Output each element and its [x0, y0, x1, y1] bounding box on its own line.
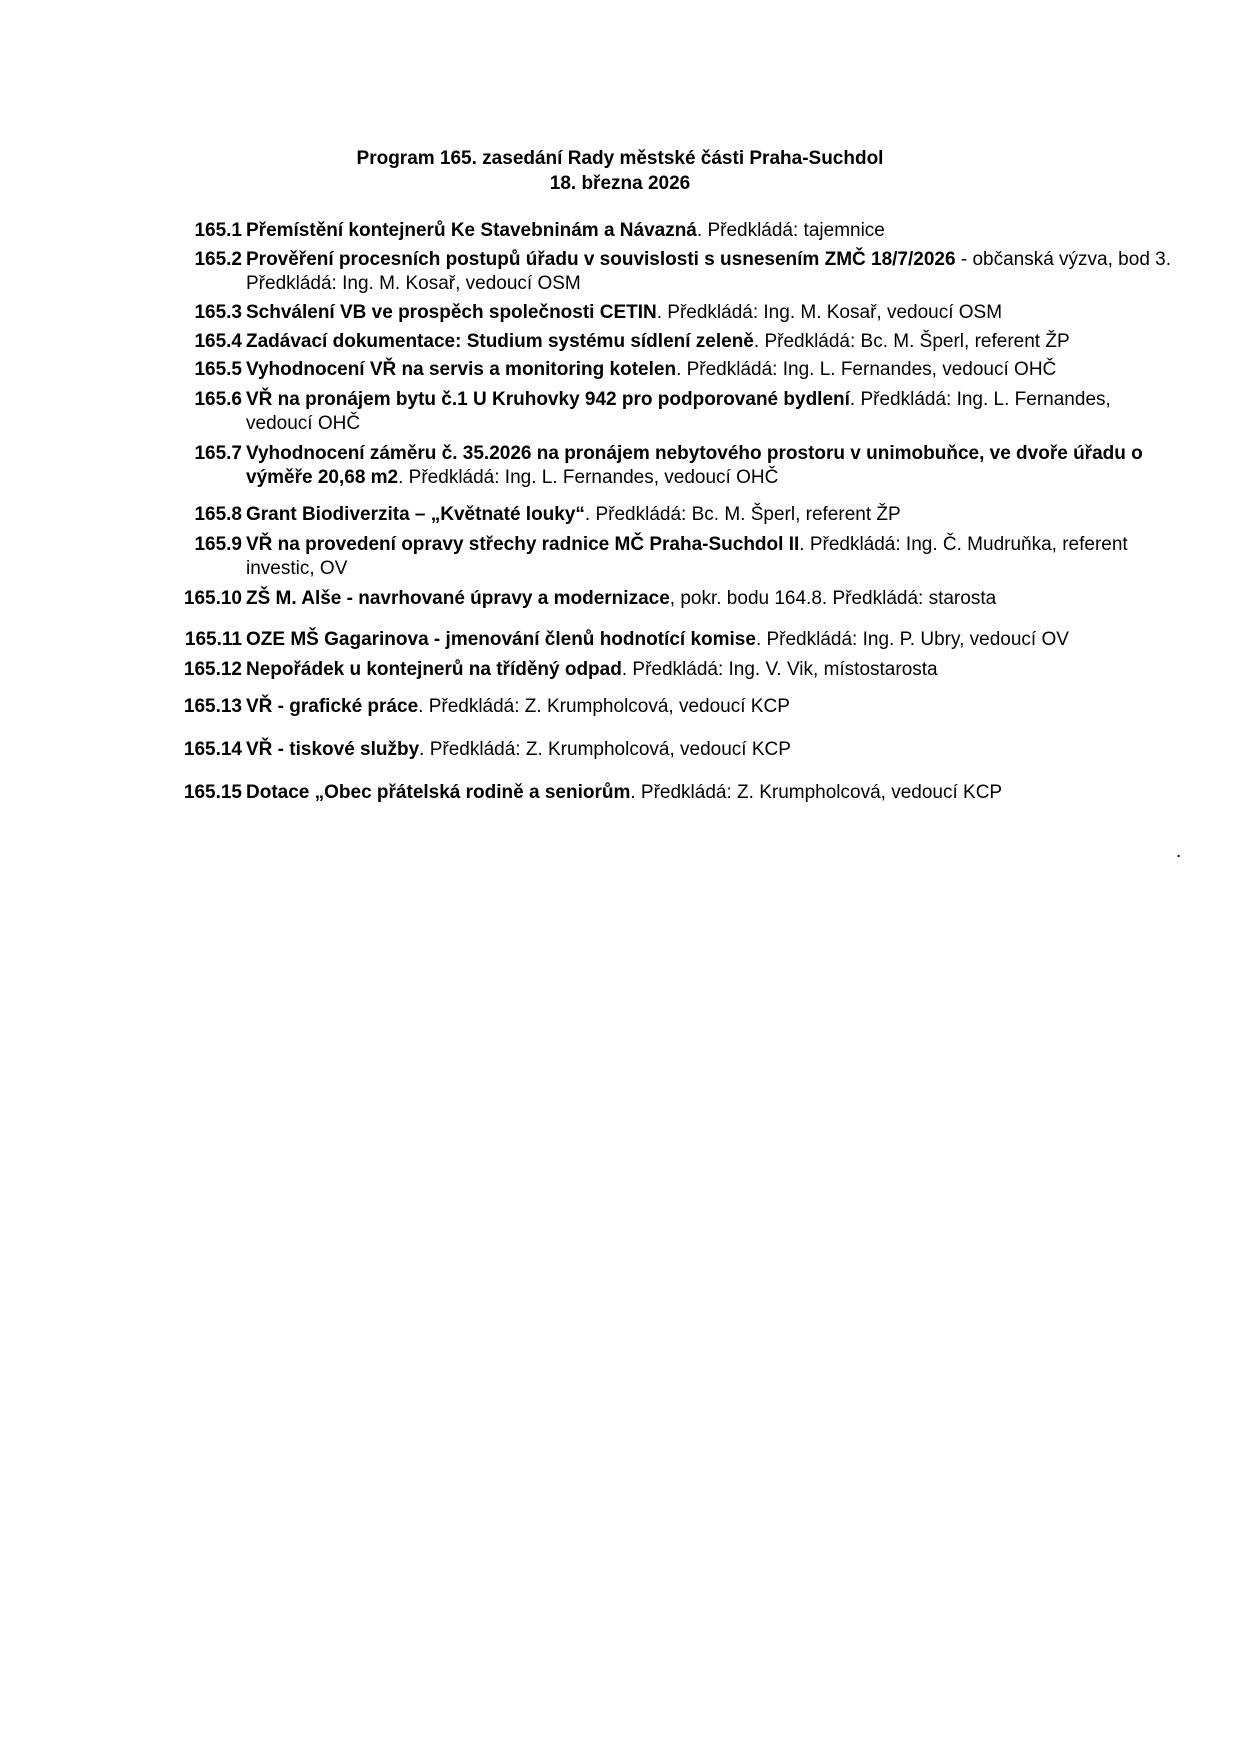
item-presenter: . Předkládá: Ing. Č. Mudruňka, referent investic, OV [246, 534, 1128, 579]
item-presenter: . Předkládá: Z. Krumpholcová, vedoucí KCP [418, 696, 790, 717]
item-number: 165.3 [194, 302, 242, 323]
item-text [246, 738, 1146, 762]
item-number: 165.10 [183, 588, 242, 609]
item-text [246, 533, 1146, 581]
item-text [246, 358, 1146, 382]
item-presenter: . Předkládá: Ing. L. Fernandes, vedoucí OHČ [246, 389, 1111, 434]
item-subject: Zadávací dokumentace: Studium systému sídlení zeleně [246, 331, 754, 352]
item-number: 165.11 [184, 629, 242, 650]
item-number: 165.4 [194, 331, 242, 352]
item-number: 165.9 [194, 534, 242, 555]
item-presenter: . Předkládá: Z. Krumpholcová, vedoucí KCP [630, 782, 1003, 803]
item-text [246, 503, 1146, 527]
meeting-date: 18. března 2026 [549, 173, 691, 194]
item-subject: OZE MŠ Gagarinova - jmenování členů hodnotící komise [246, 629, 756, 650]
item-text [246, 248, 1176, 296]
item-number: 165.5 [194, 359, 242, 380]
item-number: 165.12 [183, 659, 242, 680]
item-text [246, 587, 1146, 611]
item-subject: Dotace „Obec přátelská rodině a seniorům [246, 782, 631, 803]
item-subject: Vyhodnocení VŘ na servis a monitoring kotelen [246, 359, 677, 380]
item-presenter: , pokr. bodu 164.8. Předkládá: starosta [669, 588, 997, 609]
item-text [246, 301, 1146, 325]
item-text [246, 781, 1146, 805]
item-text [246, 442, 1146, 490]
item-subject: VŘ na pronájem bytu č.1 U Kruhovky 942 pro podporované bydlení [246, 389, 850, 410]
item-presenter: - občanská výzva, bod 3. Předkládá: Ing. M. Kosař, vedoucí OSM [246, 249, 1172, 294]
document-title: Program 165. zasedání Rady městské části Praha-Suchdol [356, 148, 884, 169]
item-subject: VŘ na provedení opravy střechy radnice MČ Praha-Suchdol II [246, 534, 800, 555]
item-subject: Prověření procesních postupů úřadu v souvislosti s usnesením ZMČ 18/7/2026 [246, 249, 956, 270]
item-number: 165.14 [183, 739, 242, 760]
item-subject: Grant Biodiverzita – „Květnaté louky“ [246, 504, 585, 525]
item-subject: VŘ - grafické práce [246, 696, 419, 717]
item-text [246, 658, 1146, 682]
item-presenter: . Předkládá: tajemnice [696, 220, 885, 241]
item-number: 165.1 [194, 220, 242, 241]
item-presenter: . Předkládá: Bc. M. Šperl, referent ŽP [584, 504, 901, 525]
item-number: 165.2 [194, 249, 242, 270]
item-presenter: . Předkládá: Z. Krumpholcová, vedoucí KCP [419, 739, 791, 760]
item-number: 165.8 [194, 504, 242, 525]
item-subject: Přemístění kontejnerů Ke Stavebninám a Návazná [246, 220, 697, 241]
item-text [246, 219, 1146, 243]
item-presenter: . Předkládá: Bc. M. Šperl, referent ŽP [753, 331, 1070, 352]
item-presenter: . Předkládá: Ing. V. Vik, místostarosta [621, 659, 938, 680]
stray-mark: . [1176, 841, 1182, 862]
item-text [246, 695, 1146, 719]
item-subject: Schválení VB ve prospěch společnosti CETIN [246, 302, 657, 323]
item-number: 165.6 [194, 389, 242, 410]
item-presenter: . Předkládá: Ing. L. Fernandes, vedoucí OHČ [676, 359, 1057, 380]
item-subject: ZŠ M. Alše - navrhované úpravy a modernizace [246, 588, 670, 609]
item-subject: Vyhodnocení záměru č. 35.2026 na pronájem nebytového prostoru v unimobuňce, ve dvoře úřadu o výměře 20,68 m2 [246, 443, 1143, 488]
item-subject: VŘ - tiskové služby [246, 739, 420, 760]
item-presenter: . Předkládá: Ing. L. Fernandes, vedoucí OHČ [398, 467, 779, 488]
item-text [246, 388, 1146, 436]
item-presenter: . Předkládá: Ing. M. Kosař, vedoucí OSM [656, 302, 1003, 323]
item-number: 165.7 [194, 443, 242, 464]
item-subject: Nepořádek u kontejnerů na tříděný odpad [246, 659, 622, 680]
item-number: 165.15 [183, 782, 242, 803]
item-text [246, 628, 1146, 652]
item-text [246, 330, 1146, 354]
item-number: 165.13 [183, 696, 242, 717]
item-presenter: . Předkládá: Ing. P. Ubry, vedoucí OV [755, 629, 1069, 650]
